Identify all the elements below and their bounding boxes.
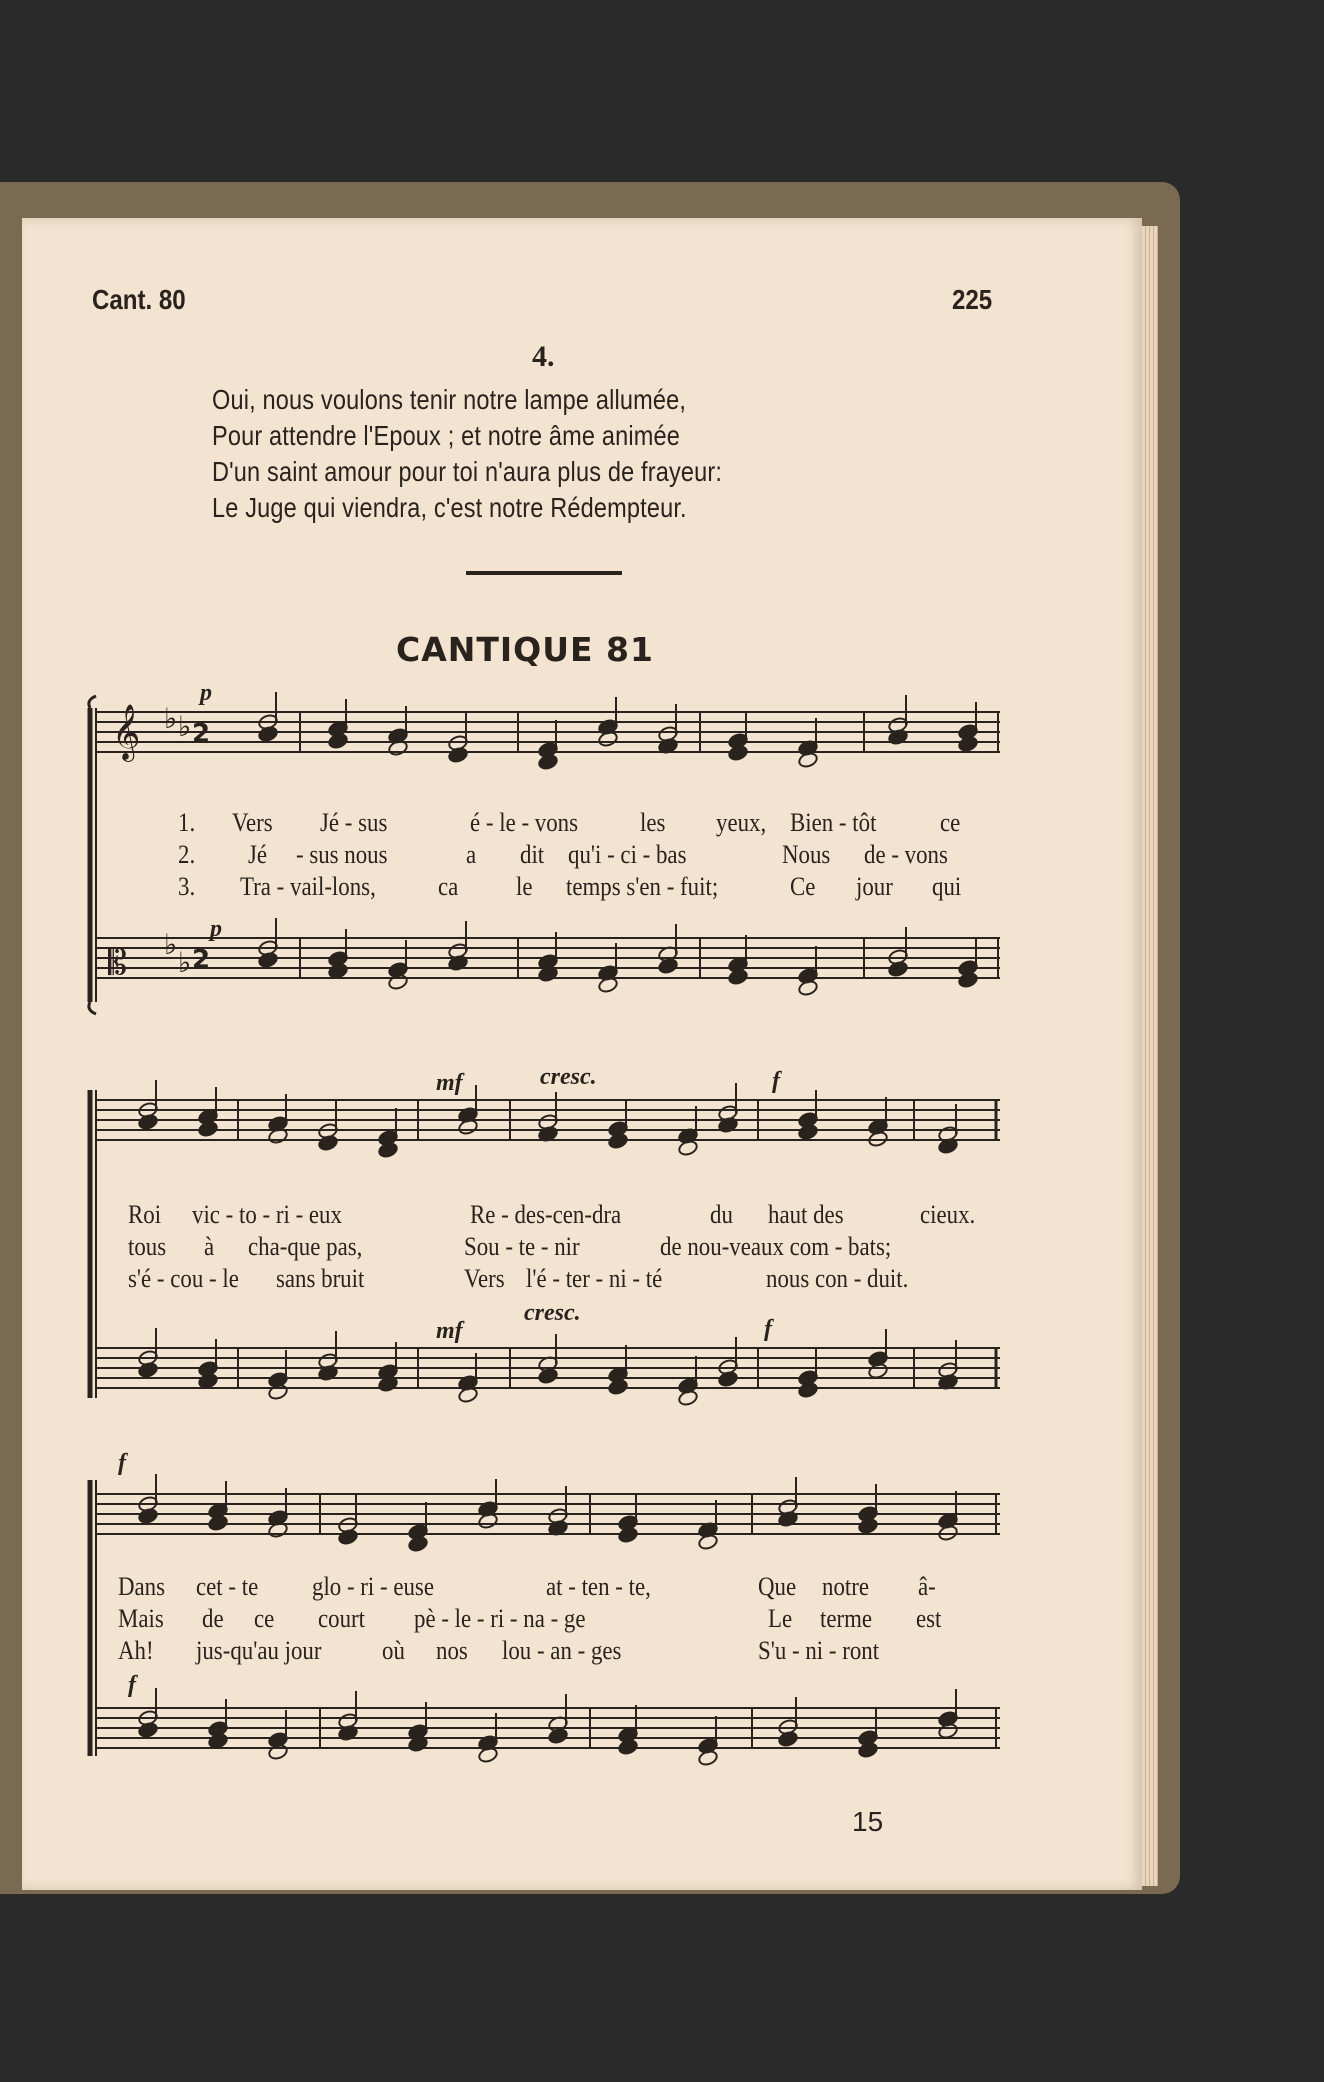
lyric: glo - ri - euse — [312, 1572, 434, 1601]
signature-mark: 15 — [852, 1806, 884, 1837]
lyric: Bien - tôt — [790, 808, 877, 837]
dynamic-marking: cresc. — [524, 1300, 581, 1326]
lyric: yeux, — [716, 808, 767, 837]
dynamic-marking: f — [118, 1450, 126, 1476]
lyric: Sou - te - nir — [464, 1232, 580, 1261]
stanza-line: Le Juge qui viendra, c'est notre Rédempteur. — [212, 492, 687, 523]
lyric: de - vons — [864, 840, 948, 869]
lyric: jus-qu'au jour — [196, 1636, 322, 1665]
lyric: s'é - cou - le — [128, 1264, 239, 1293]
section-divider — [466, 571, 622, 575]
time-signature: 2 — [192, 945, 211, 975]
lyric-number: 2. — [178, 840, 196, 869]
time-signature: 2 — [192, 719, 211, 749]
flat-sign-icon: ♭ — [178, 710, 192, 743]
dynamic-marking: cresc. — [540, 1064, 597, 1090]
lyric: lou - an - ges — [502, 1636, 622, 1665]
dynamic-marking: p — [210, 916, 222, 942]
stanza-number: 4. — [532, 340, 555, 373]
lyric: haut des — [768, 1200, 844, 1229]
lyric: Tra - vail-lons, — [240, 872, 376, 901]
dynamic-marking: f — [764, 1316, 772, 1342]
dynamic-marking: p — [200, 680, 212, 706]
lyric: nous con - duit. — [766, 1264, 909, 1293]
lyric: ca — [438, 872, 459, 901]
lyric: l'é - ter - ni - té — [526, 1264, 663, 1293]
page-edges — [1142, 226, 1158, 1886]
lyric: terme — [820, 1604, 873, 1633]
stanza-line: D'un saint amour pour toi n'aura plus de frayeur: — [212, 456, 723, 487]
lyric: cha-que pas, — [248, 1232, 363, 1261]
lyric: S'u - ni - ront — [758, 1636, 880, 1665]
lyric: a — [466, 840, 477, 869]
lyric: Jé — [248, 840, 268, 869]
lyric: à — [204, 1232, 215, 1261]
lyric: Mais — [118, 1604, 164, 1633]
lyric: est — [916, 1604, 942, 1633]
lyric: Ce — [790, 872, 816, 901]
lyric: Dans — [118, 1572, 166, 1601]
lyric-number: 1. — [178, 808, 196, 837]
lyric: cet - te — [196, 1572, 259, 1601]
lyric: at - ten - te, — [546, 1572, 651, 1601]
dynamic-marking: f — [772, 1068, 780, 1094]
lyric: vic - to - ri - eux — [192, 1200, 342, 1229]
lyric: de nou-veaux com - bats; — [660, 1232, 892, 1261]
dynamic-marking: mf — [436, 1070, 463, 1096]
lyric-number: 3. — [178, 872, 196, 901]
lyric: notre — [822, 1572, 870, 1601]
lyric: du — [710, 1200, 733, 1229]
lyric: ce — [940, 808, 961, 837]
dynamic-marking: mf — [436, 1318, 463, 1344]
lyric: Ah! — [118, 1636, 154, 1665]
lyric: le — [516, 872, 533, 901]
lyric: cieux. — [920, 1200, 976, 1229]
lyric: tous — [128, 1232, 167, 1261]
stanza-line: Oui, nous voulons tenir notre lampe allumée, — [212, 384, 687, 415]
lyric: Re - des-cen-dra — [470, 1200, 622, 1229]
lyric: Nous — [782, 840, 831, 869]
lyric: dit — [520, 840, 545, 869]
treble-clef-icon: 𝄞 — [112, 704, 141, 760]
lyric: Le — [768, 1604, 793, 1633]
lyric: sans bruit — [276, 1264, 365, 1293]
running-header-left: Cant. 80 — [92, 284, 186, 315]
lyric: Jé - sus — [320, 808, 388, 837]
lyric: é - le - vons — [470, 808, 579, 837]
lyric: ce — [254, 1604, 275, 1633]
lyric: â- — [918, 1572, 936, 1601]
flat-sign-icon: ♭ — [164, 702, 178, 735]
stanza-line: Pour attendre l'Epoux ; et notre âme animée — [212, 420, 681, 451]
lyric: temps s'en - fuit; — [566, 872, 719, 901]
lyric: de — [202, 1604, 224, 1633]
lyric: qui — [932, 872, 962, 901]
lyric: court — [318, 1604, 366, 1633]
hymn-title: CANTIQUE 81 — [396, 630, 654, 669]
lyric: Vers — [232, 808, 273, 837]
page-number: 225 — [952, 284, 993, 315]
lyric: qu'i - ci - bas — [568, 840, 687, 869]
lyric: Vers — [464, 1264, 505, 1293]
lyric: nos — [436, 1636, 468, 1665]
lyric: pè - le - ri - na - ge — [414, 1604, 586, 1633]
flat-sign-icon: ♭ — [178, 946, 192, 979]
dynamic-marking: f — [128, 1672, 136, 1698]
lyric: Que — [758, 1572, 797, 1601]
lyric: les — [640, 808, 666, 837]
lyric: jour — [856, 872, 893, 901]
lyric: Roi — [128, 1200, 162, 1229]
c-clef-icon: 𝄡 — [108, 943, 127, 983]
lyric: - sus nous — [296, 840, 388, 869]
lyric: où — [382, 1636, 405, 1665]
flat-sign-icon: ♭ — [164, 928, 178, 961]
